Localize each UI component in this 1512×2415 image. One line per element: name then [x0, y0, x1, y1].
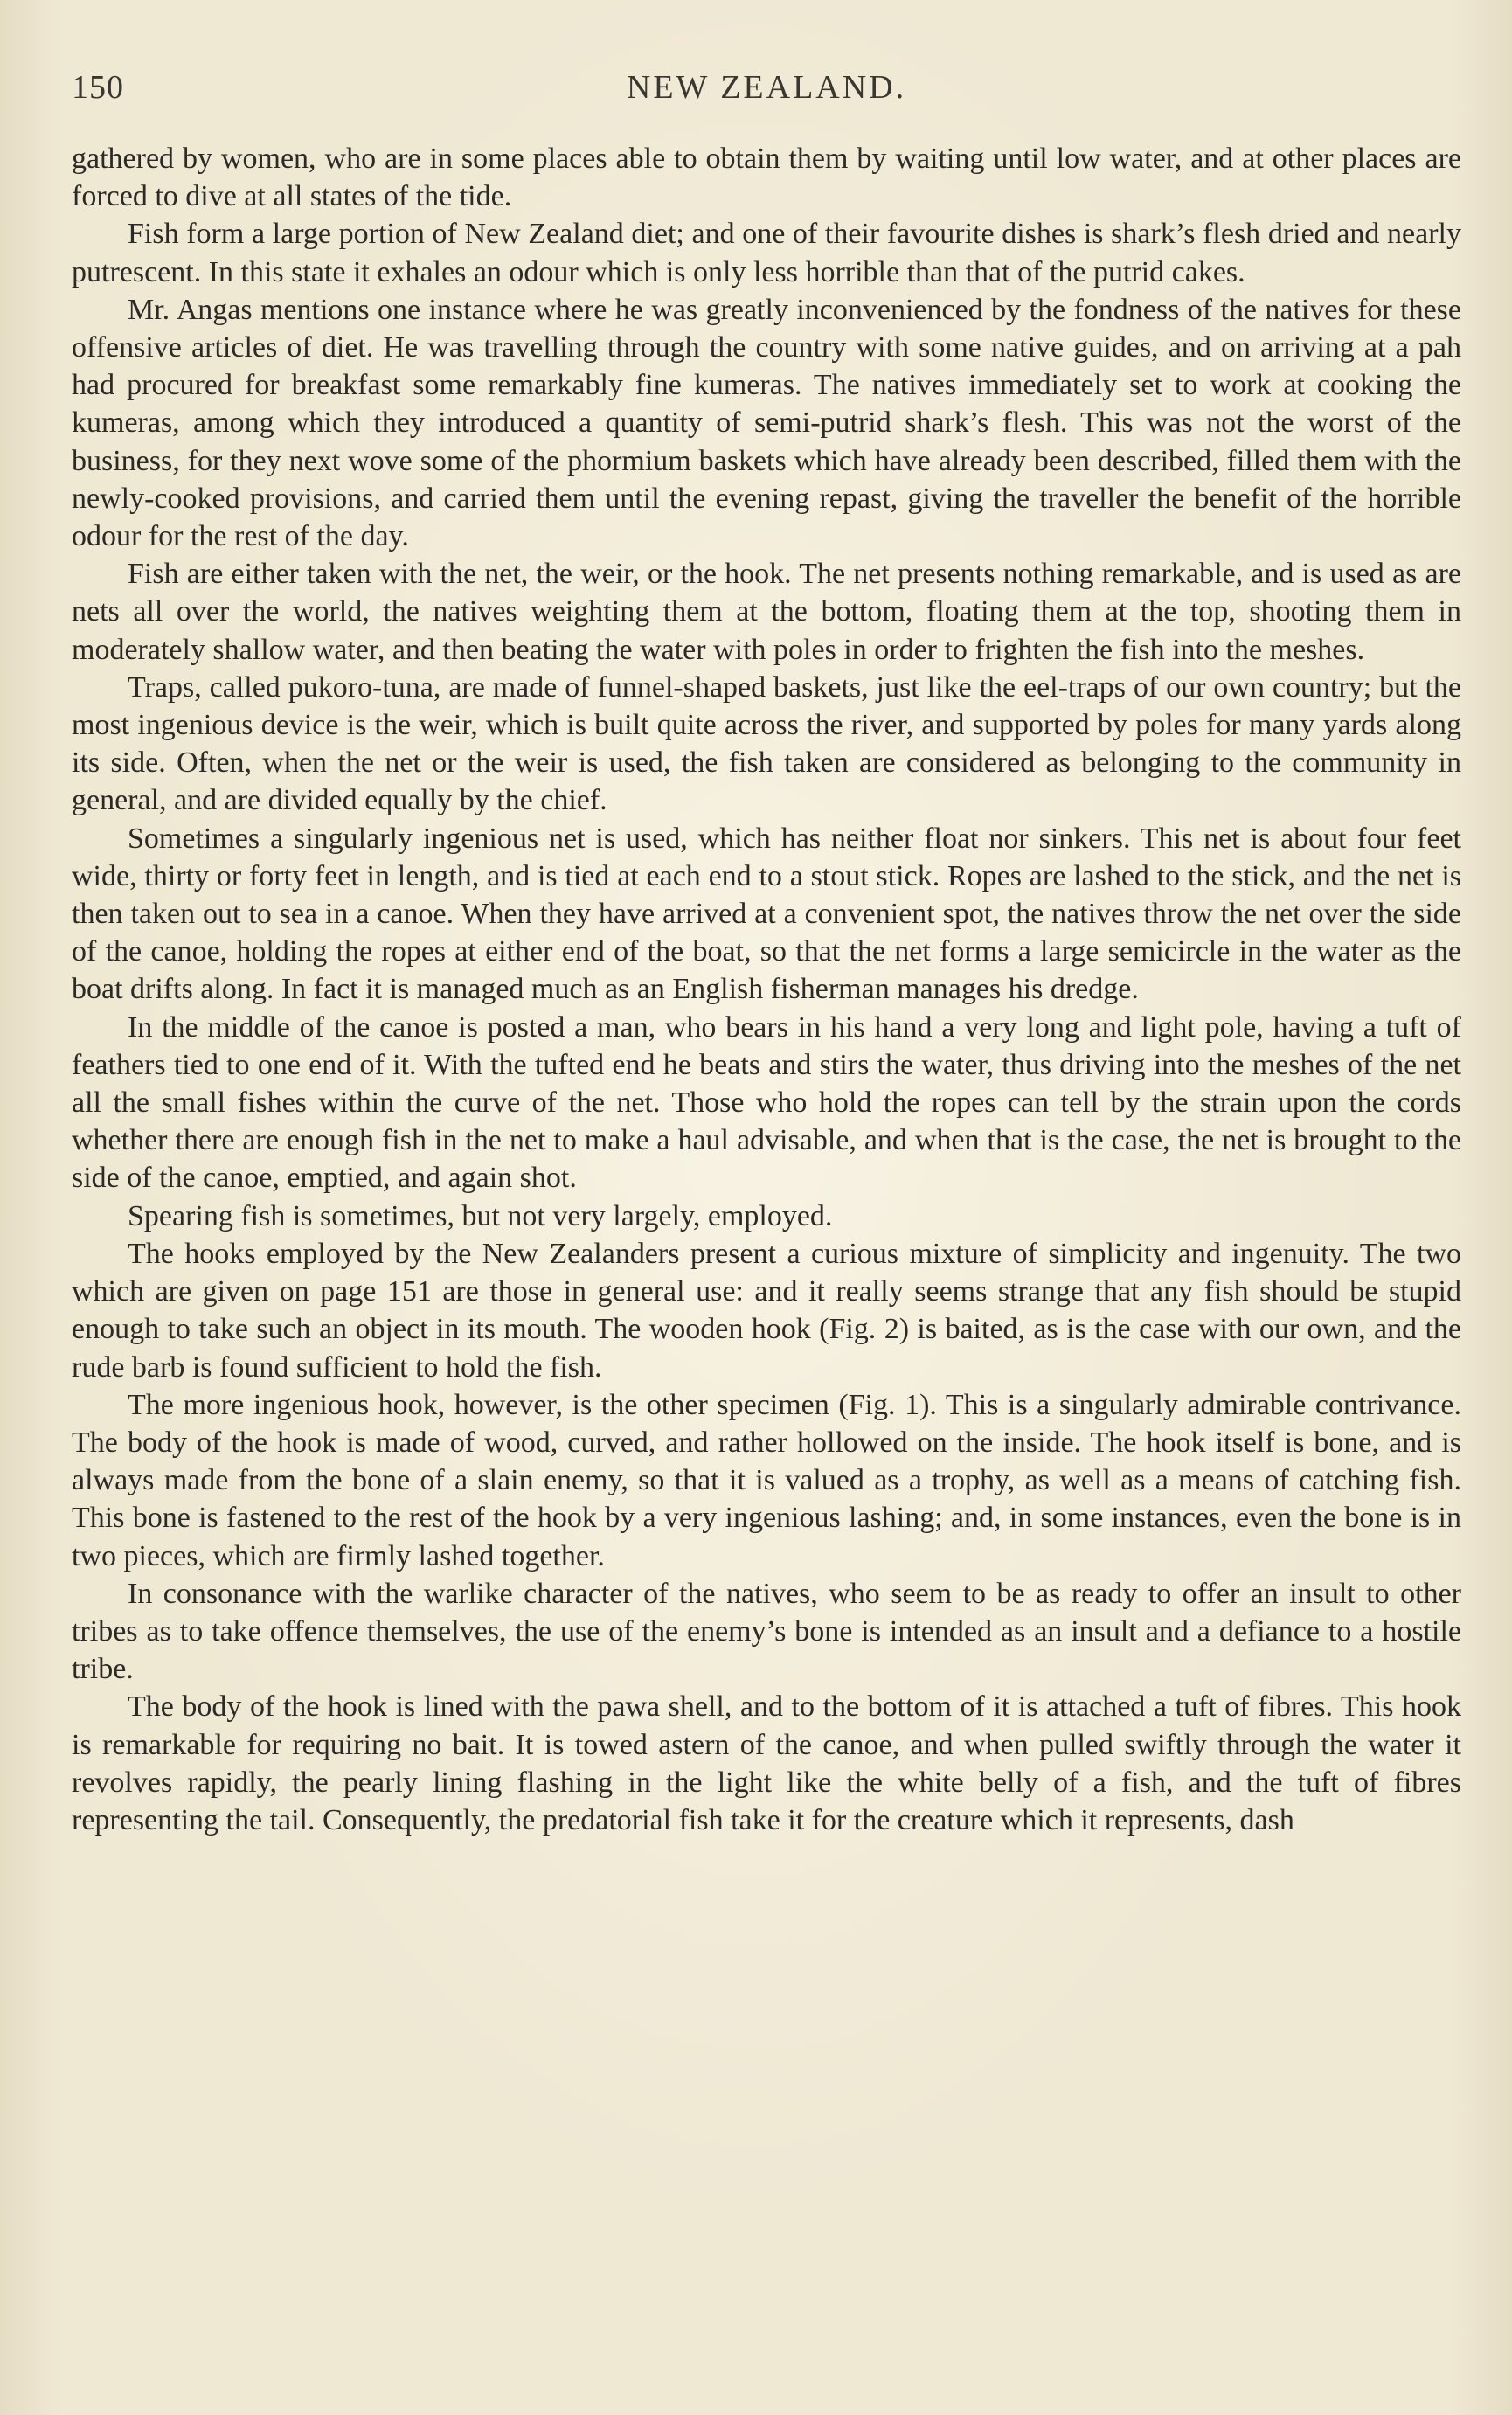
paragraph: gathered by women, who are in some places able to obtain them by waiting until low water, and at other places are forced to dive at all states of the tide. [72, 142, 1461, 213]
page-header [72, 68, 1461, 117]
paragraph: The hooks employed by the New Zealanders present a curious mixture of simplicity and ingenuity. The two which are given on page 151 are those in general use: and it really seems strange that any fish should be stupid enough to take such an object in its mouth. The wooden hook (Fig. 2) is baited, as is the case with our own, and the rude barb is found sufficient to hold the fish. [72, 1237, 1461, 1384]
paragraph: Sometimes a singularly ingenious net is used, which has neither float nor sinkers. This net is about four feet wide, thirty or forty feet in length, and is tied at each end to a stout stick. Ropes are lashed to the stick, and the net is then taken out to sea in a canoe. When they have arrived at a convenient spot, the natives throw the net over the side of the canoe, holding the ropes at either end of the boat, so that the net forms a large semicircle in the water as the boat drifts along. In fact it is managed much as an English fisherman manages his dredge. [72, 822, 1461, 1006]
paragraph: In consonance with the warlike character of the natives, who seem to be as ready to offer an insult to other tribes as to take offence themselves, the use of the enemy’s bone is intended as an insult and a defiance to a hostile tribe. [72, 1577, 1461, 1686]
paragraph: Fish are either taken with the net, the weir, or the hook. The net presents nothing remarkable, and is used as are nets all over the world, the natives weighting them at the bottom, floating them at the top, shooting them in moderately shallow water, and then beating the water with poles in order to frighten the fish into the meshes. [72, 558, 1461, 666]
paragraph: Mr. Angas mentions one instance where he was greatly inconvenienced by the fondness of the natives for these offensive articles of diet. He was travelling through the country with some native guides, and on arriving at a pah had procured for breakfast some remarkably fine kumeras. The natives immediately set to work at cooking the kumeras, among which they introduced a quantity of semi-putrid shark’s flesh. This was not the worst of the business, for they next wove some of the phormium baskets which have already been described, filled them with the newly-cooked provisions, and carried them until the evening repast, giving the traveller the benefit of the horrible odour for the rest of the day. [72, 293, 1461, 553]
paragraph: Fish form a large portion of New Zealand diet; and one of their favourite dishes is shark’s flesh dried and nearly putrescent. In this state it exhales an odour which is only less horrible than that of the putrid cakes. [72, 218, 1461, 288]
paragraph: Traps, called pukoro-tuna, are made of funnel-shaped baskets, just like the eel-traps of our own country; but the most ingenious device is the weir, which is built quite across the river, and supported by poles for many yards along its side. Often, when the net or the weir is used, the fish taken are considered as belonging to the community in general, and are divided equally by the chief. [72, 670, 1461, 817]
paragraph: In the middle of the canoe is posted a man, who bears in his hand a very long and light pole, having a tuft of feathers tied to one end of it. With the tufted end he beats and stirs the water, thus driving into the meshes of the net all the small fishes within the curve of the net. Those who hold the ropes can tell by the strain upon the cords whether there are enough fish in the net to make a haul advisable, and when that is the case, the net is brought to the side of the canoe, emptied, and again shot. [72, 1010, 1461, 1195]
body-text [72, 140, 1461, 1839]
paragraph: Spearing fish is sometimes, but not very largely, employed. [128, 1199, 833, 1232]
paragraph: The more ingenious hook, however, is the other specimen (Fig. 1). This is a singularly admirable contrivance. The body of the hook is made of wood, curved, and rather hollowed on the inside. The hook itself is bone, and is always made from the bone of a slain enemy, so that it is valued as a trophy, as well as a means of catching fish. This bone is fastened to the rest of the hook by a very ingenious lashing; and, in some instances, even the bone is in two pieces, which are firmly lashed together. [72, 1388, 1461, 1572]
running-title: NEW ZEALAND. [626, 69, 907, 106]
page-number: 150 [72, 69, 124, 106]
paragraph: The body of the hook is lined with the pawa shell, and to the bottom of it is attached a tuft of fibres. This hook is remarkable for requiring no bait. It is towed astern of the canoe, and when pulled swiftly through the water it revolves rapidly, the pearly lining flashing in the light like the white belly of a fish, and the tuft of fibres representing the tail. Consequently, the predatorial fish take it for the creature which it represents, dash [72, 1690, 1461, 1836]
